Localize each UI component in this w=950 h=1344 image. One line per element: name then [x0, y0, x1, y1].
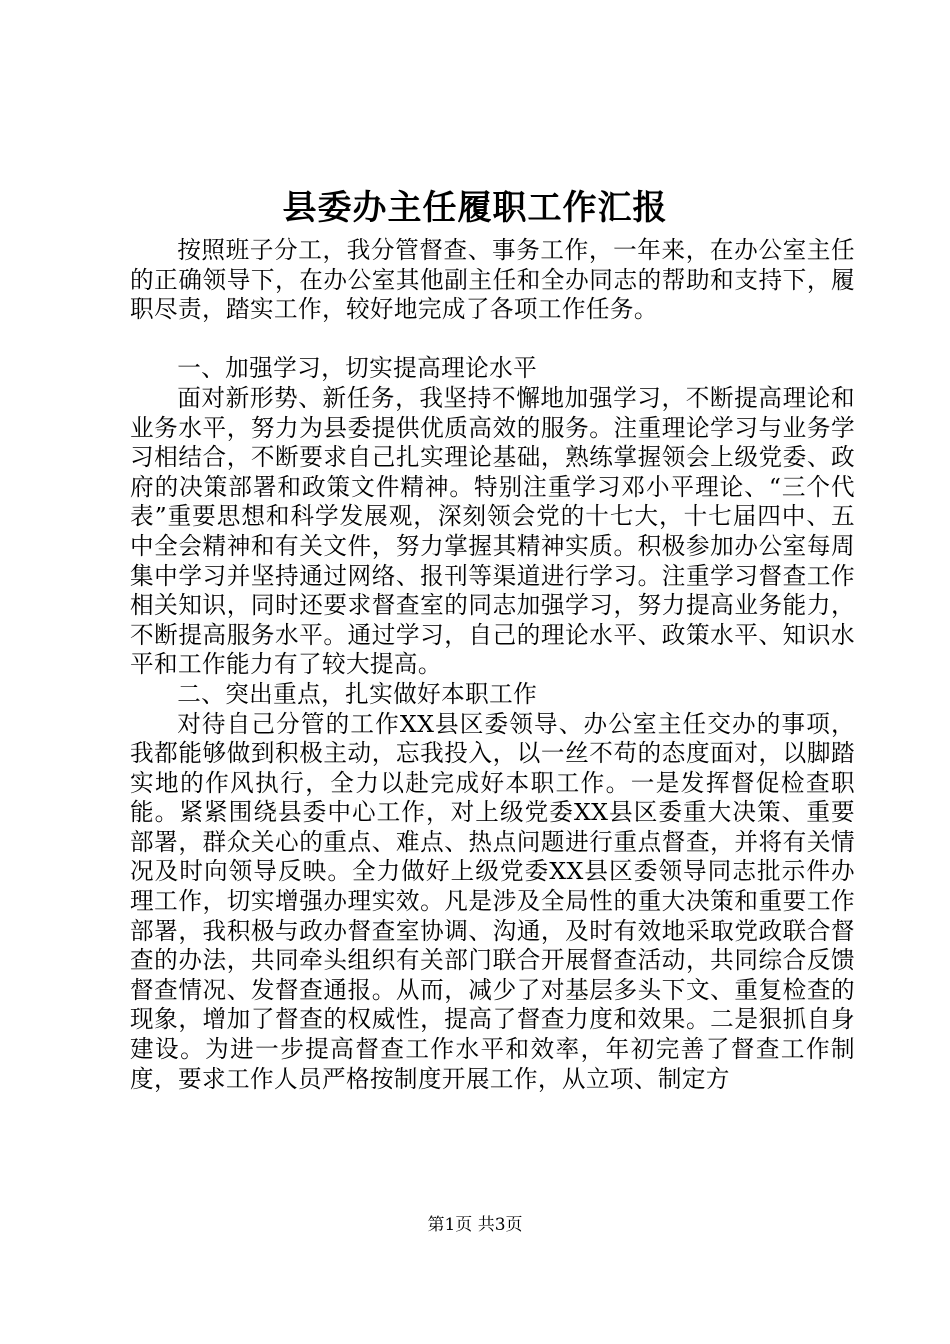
document-title: 县委办主任履职工作汇报 — [282, 188, 668, 228]
section-2-heading: 二、突出重点，扎实做好本职工作 — [177, 679, 538, 708]
section-1-heading: 一、加强学习，切实提高理论水平 — [177, 354, 538, 383]
page-footer: 第1页 共3页 — [427, 1215, 523, 1235]
document-body — [130, 236, 855, 1094]
intro-paragraph: 按照班子分工，我分管督查、事务工作，一年来，在办公室主任的正确领导下，在办公室其他副主任和全办同志的帮助和支持下，履职尽责，踏实工作，较好地完成了各项工作任务。 — [130, 236, 855, 324]
section-1-paragraph: 面对新形势、新任务，我坚持不懈地加强学习，不断提高理论和业务水平，努力为县委提供优质高效的服务。注重理论学习与业务学习相结合，不断要求自己扎实理论基础，熟练掌握领会上级党委、政府的决策部署和政策文件精神。特别注重学习邓小平理论、“三个代表”重要思想和科学发展观，深刻领会党的十七大，十七届四中、五中全会精神和有关文件，努力掌握其精神实质。积极参加办公室每周集中学习并坚持通过网络、报刊等渠道进行学习。注重学习督查工作相关知识，同时还要求督查室的同志加强学习，努力提高业务能力，不断提高服务水平。通过学习，自己的理论水平、政策水平、知识水平和工作能力有了较大提高。 — [130, 383, 855, 679]
section-2-paragraph: 对待自己分管的工作XX县区委领导、办公室主任交办的事项，我都能够做到积极主动，忘我投入，以一丝不苟的态度面对，以脚踏实地的作风执行，全力以赴完成好本职工作。一是发挥督促检查职能。紧紧围绕县委中心工作，对上级党委XX县区委重大决策、重要部署，群众关心的重点、难点、热点问题进行重点督查，并将有关情况及时向领导反映。全力做好上级党委XX县区委领导同志批示件办理工作，切实增强办理实效。凡是涉及全局性的重大决策和重要工作部署，我积极与政办督查室协调、沟通，及时有效地采取党政联合督查的办法，共同牵头组织有关部门联合开展督查活动，共同综合反馈督查情况、发督查通报。从而，减少了对基层多头下文、重复检查的现象，增加了督查的权威性，提高了督查力度和效果。二是狠抓自身建设。为进一步提高督查工作水平和效率，年初完善了督查工作制度，要求工作人员严格按制度开展工作，从立项、制定方 — [130, 709, 855, 1093]
